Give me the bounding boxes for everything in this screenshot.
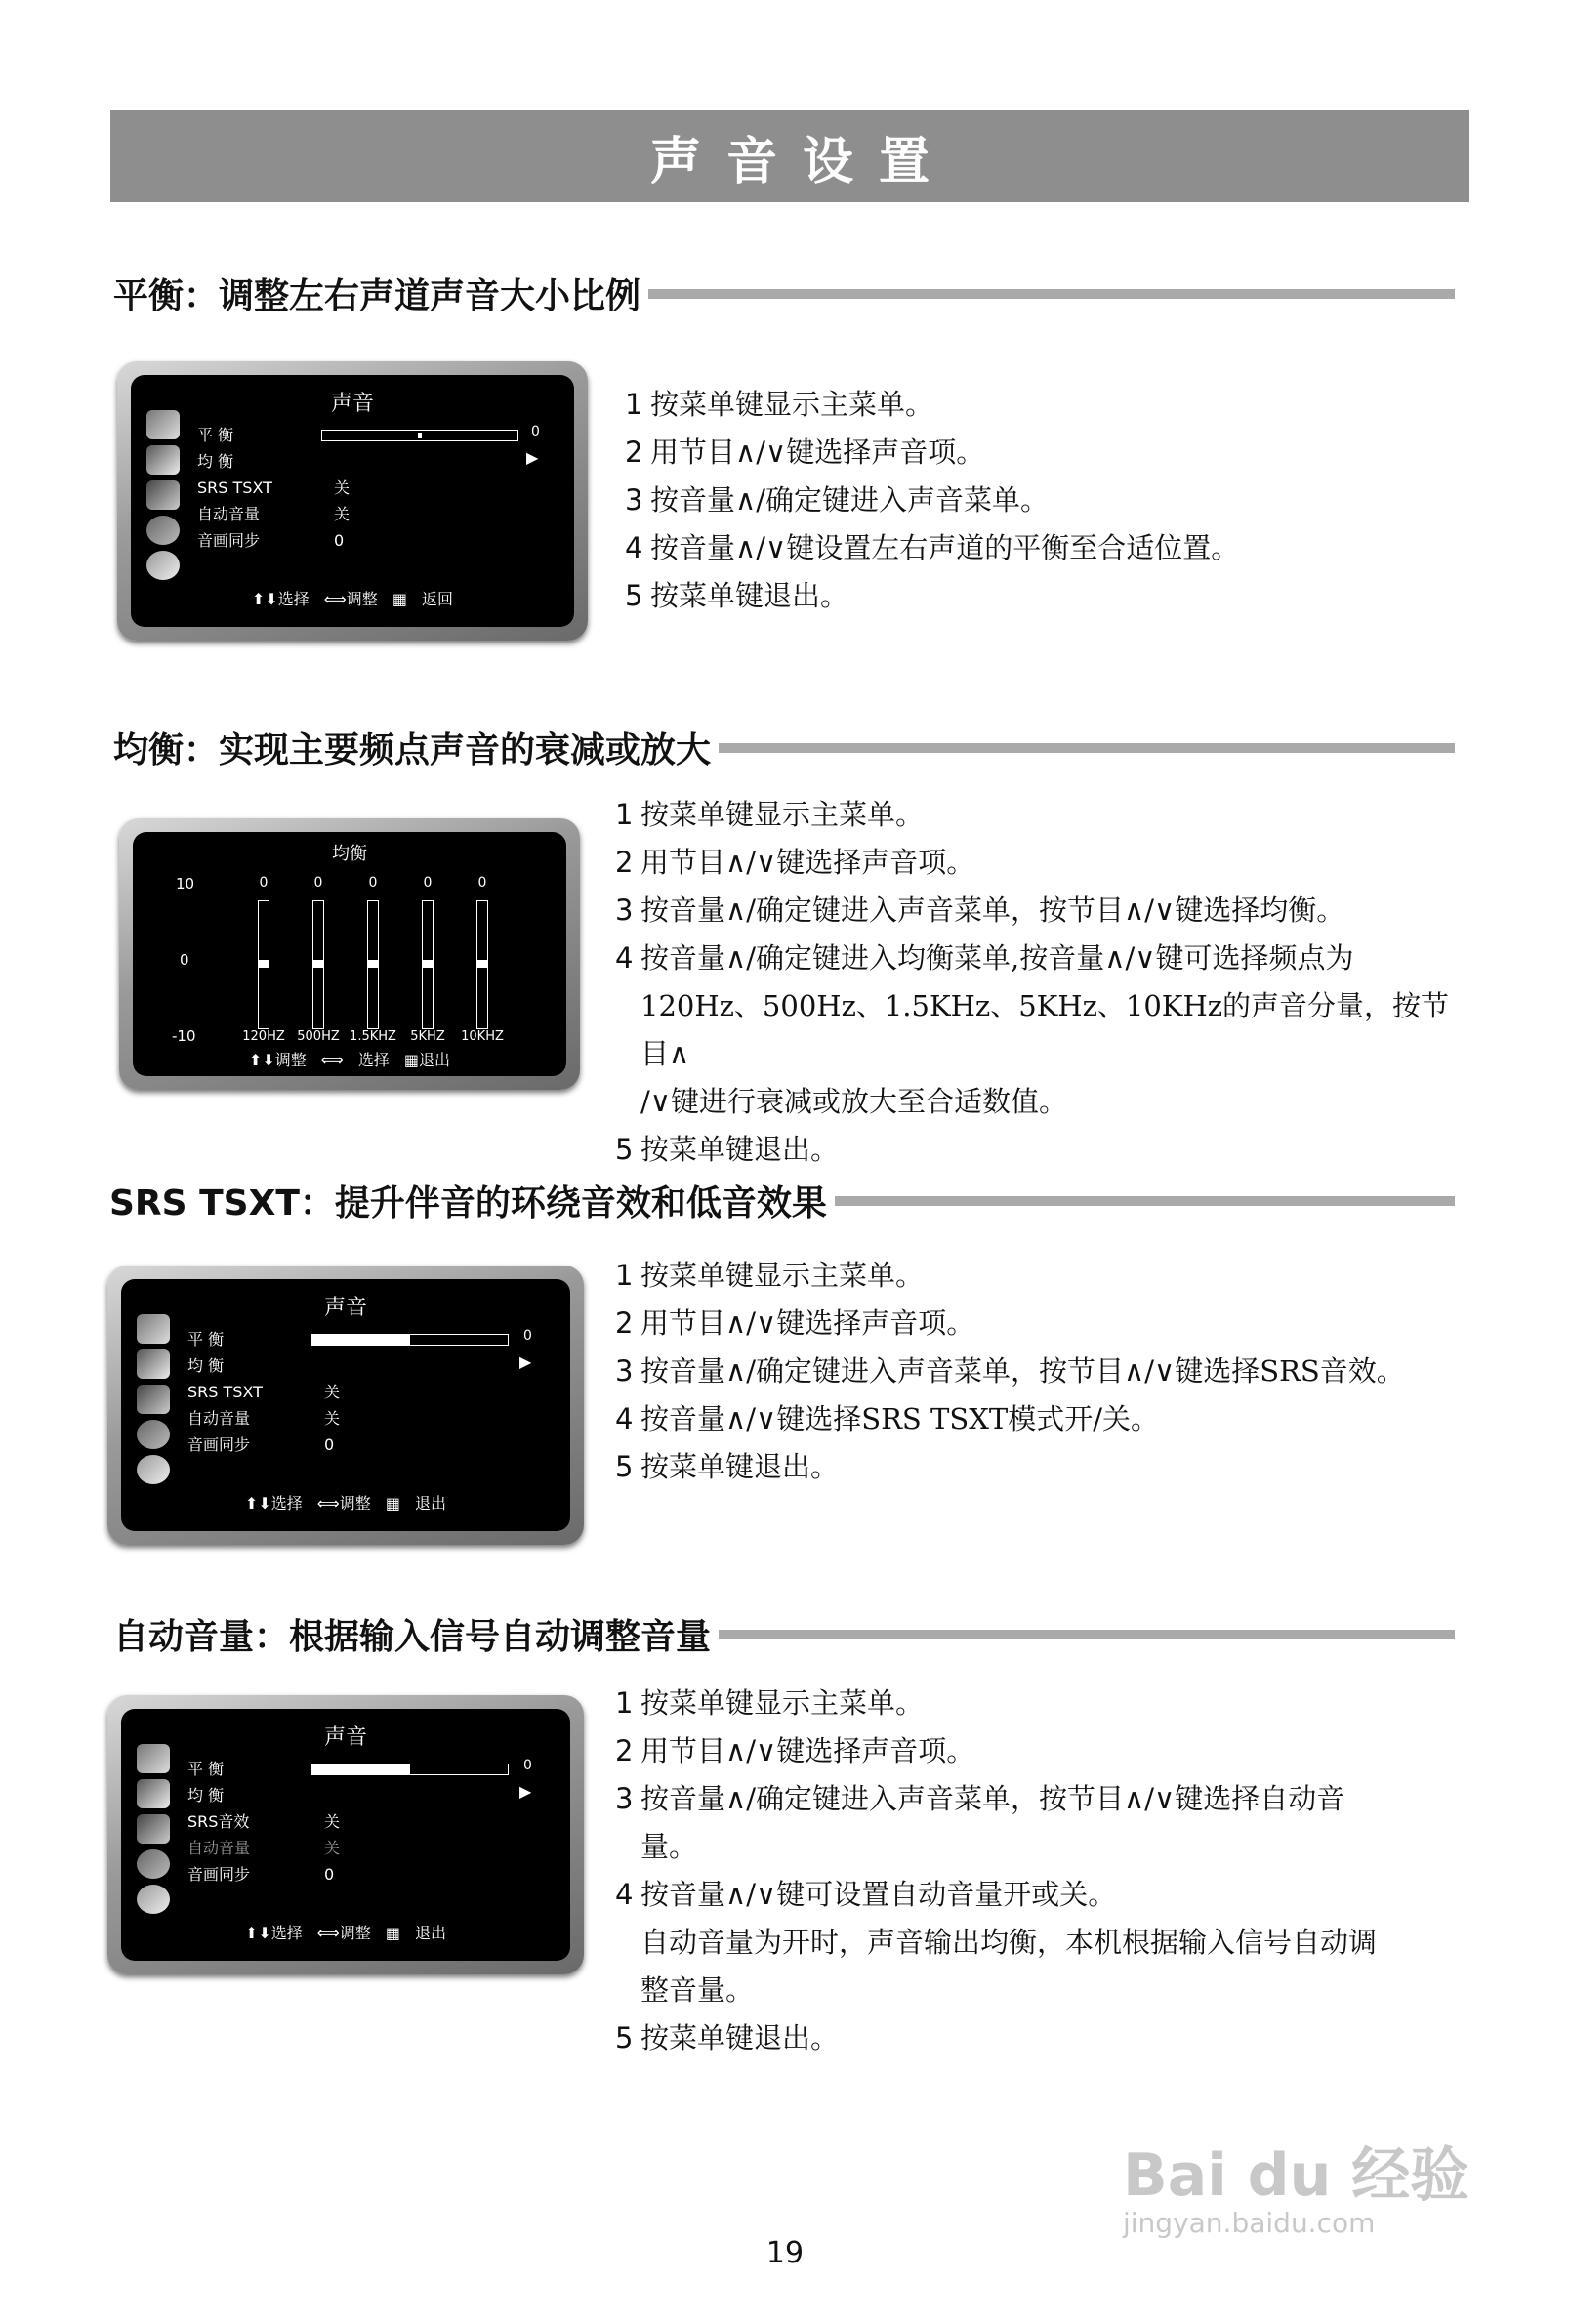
section-heading-balance: [113, 269, 1455, 318]
osd-menu-rows: [197, 422, 350, 554]
step-number: 1: [615, 1259, 634, 1292]
eq-knob: [368, 960, 378, 968]
step: [615, 1300, 1474, 1348]
step-number: 5: [615, 1450, 634, 1483]
step-number: 2: [615, 1307, 634, 1340]
speaker-icon: [137, 1349, 170, 1379]
tv-screen-srs: [107, 1266, 584, 1545]
tv-icon: [137, 1814, 170, 1844]
tv-icon: [137, 1385, 170, 1414]
section-heading-srs: [109, 1176, 1455, 1225]
menu-row-label: SRS TSXT: [187, 1383, 263, 1401]
menu-row-label: 均 衡: [187, 1356, 225, 1375]
menu-row[interactable]: [187, 1432, 340, 1458]
eq-band-label: 10KHZ: [461, 1029, 504, 1044]
arrow-right-icon: ▶: [519, 1782, 532, 1801]
menu-row-value: 0: [324, 1865, 335, 1884]
menu-row[interactable]: [187, 1405, 340, 1432]
eq-scale-top: 10: [176, 875, 195, 892]
tv-icon: [146, 480, 180, 510]
eq-band-label: 1.5KHZ: [350, 1029, 396, 1044]
step-number: 1: [615, 798, 634, 831]
section-heading-auto-volume: [113, 1609, 1455, 1659]
magnifier-icon: [146, 551, 180, 580]
page-title-bar: [110, 110, 1469, 202]
heading-text: 自动音量：根据输入信号自动调整音量: [113, 1617, 712, 1657]
menu-row-value: 关: [334, 478, 351, 497]
osd-title: 声音: [323, 1296, 367, 1320]
menu-row[interactable]: [187, 1808, 340, 1835]
eq-knob: [477, 960, 487, 968]
step-text: 用节目∧/∨键选择声音项。: [640, 1307, 975, 1340]
step-number: 3: [615, 1354, 634, 1388]
step: [625, 572, 1465, 620]
menu-row-value: 关: [324, 1812, 341, 1831]
menu-row-label: 平 衡: [187, 1760, 225, 1778]
menu-row-label: 均 衡: [187, 1786, 225, 1805]
step-number: 4: [615, 941, 634, 975]
osd-icon-column: [146, 410, 189, 586]
step-number: 5: [615, 1133, 634, 1166]
tv-screen-balance: [117, 361, 588, 641]
balance-value: 0: [523, 1328, 532, 1344]
step-text: 按菜单键退出。: [640, 1133, 840, 1166]
balance-slider[interactable]: [321, 430, 518, 441]
eq-knob: [423, 960, 433, 968]
picture-icon: [137, 1744, 170, 1773]
magnifier-icon: [137, 1885, 170, 1914]
step-number: 4: [615, 1402, 634, 1435]
menu-row-label: SRS TSXT: [197, 478, 272, 497]
step-number: 4: [615, 1878, 634, 1911]
step: [615, 887, 1474, 934]
step-text: 量。: [640, 1830, 698, 1863]
menu-row-label: 自动音量: [187, 1409, 251, 1428]
step-number: 2: [625, 436, 643, 469]
step: [615, 1775, 1474, 1823]
picture-icon: [137, 1314, 170, 1344]
step-text: 按音量∧/确定键进入均衡菜单,按音量∧/∨键可选择频点为: [640, 941, 1354, 975]
menu-row-value: 0: [334, 531, 345, 550]
heading-rule: [648, 289, 1455, 299]
step-text: 按菜单键显示主菜单。: [640, 798, 925, 831]
eq-band-label: 120HZ: [242, 1029, 285, 1044]
eq-slider[interactable]: [367, 900, 379, 1029]
speaker-icon: [146, 445, 180, 475]
watermark-main: Bai du 经验: [1123, 2141, 1469, 2210]
eq-footer: ⬆⬇调整 ⟺ 选择 ▦退出: [248, 1051, 451, 1069]
heading-rule: [835, 1196, 1455, 1206]
gear-icon: [146, 516, 180, 545]
step-text: 按菜单键退出。: [650, 579, 849, 612]
menu-row[interactable]: [197, 501, 350, 527]
menu-row-label: SRS音效: [187, 1812, 250, 1831]
picture-icon: [146, 410, 180, 439]
tv-screen-eq: [119, 818, 580, 1090]
menu-row-label: 音画同步: [197, 531, 261, 550]
step-text: 120Hz、500Hz、1.5KHz、5KHz、10KHz的声音分量，按节目∧: [640, 989, 1450, 1070]
step: [615, 1348, 1474, 1395]
speaker-icon: [137, 1779, 170, 1808]
step: [625, 524, 1465, 572]
step-number: 5: [625, 579, 643, 612]
step-text: 按音量∧/确定键进入声音菜单，按节目∧/∨键选择自动音: [640, 1782, 1345, 1815]
step: [615, 839, 1474, 887]
osd-menu: [121, 1279, 570, 1531]
step-text: 整音量。: [640, 1973, 755, 2007]
step-number: 3: [625, 483, 643, 517]
osd-footer: ⬆⬇选择 ⟺调整 ▦ 退出: [244, 1924, 447, 1942]
step: [615, 1252, 1474, 1300]
menu-row-label: 自动音量: [187, 1839, 251, 1857]
step: [615, 1680, 1474, 1727]
step-number: 3: [615, 893, 634, 927]
osd-footer: ⬆⬇选择 ⟺调整 ▦ 返回: [251, 590, 454, 608]
menu-row[interactable]: [197, 527, 350, 554]
eq-scale-bottom: -10: [172, 1027, 196, 1045]
osd-menu-rows: [187, 1326, 340, 1458]
arrow-right-icon: ▶: [519, 1352, 532, 1371]
step-continuation: [615, 1919, 1474, 1967]
menu-row[interactable]: [187, 1352, 340, 1379]
step-number: 4: [625, 531, 643, 564]
heading-text: SRS TSXT：提升伴音的环绕音效和低音效果: [109, 1183, 827, 1224]
page-title: 声音设置: [649, 132, 955, 191]
step-number: 1: [615, 1686, 634, 1720]
menu-row[interactable]: [197, 475, 350, 501]
eq-band[interactable]: [453, 875, 512, 1044]
menu-row-value: 关: [324, 1383, 341, 1401]
tv-screen-auto-volume: [107, 1695, 584, 1974]
eq-band-value: 0: [313, 875, 323, 891]
step: [625, 429, 1465, 477]
osd-menu: [121, 1709, 570, 1961]
balance-fill: [312, 1764, 410, 1774]
step: [615, 791, 1474, 839]
eq-slider[interactable]: [476, 900, 488, 1029]
eq-panel: [133, 832, 566, 1076]
menu-row-value: 0: [324, 1435, 335, 1454]
heading-rule: [719, 1630, 1455, 1639]
menu-row-value: 关: [334, 505, 351, 523]
menu-row[interactable]: [197, 448, 350, 475]
steps-auto-volume: [615, 1680, 1474, 2062]
menu-row-label: 自动音量: [197, 505, 261, 523]
step-continuation: [615, 982, 1474, 1078]
balance-value: 0: [531, 424, 540, 439]
step-text: 按音量∧/∨键可设置自动音量开或关。: [640, 1878, 1117, 1911]
eq-band-label: 5KHZ: [410, 1029, 445, 1044]
step-number: 5: [615, 2021, 634, 2054]
balance-slider[interactable]: [311, 1764, 509, 1775]
step: [625, 477, 1465, 524]
step-text: 按音量∧/∨键设置左右声道的平衡至合适位置。: [650, 531, 1240, 564]
step: [615, 1871, 1474, 1919]
step-number: 2: [615, 846, 634, 879]
menu-row-selected[interactable]: [187, 1835, 340, 1861]
heading-text: 平衡：调整左右声道声音大小比例: [113, 276, 641, 316]
osd-menu-rows: [187, 1756, 340, 1888]
arrow-right-icon: ▶: [526, 448, 539, 467]
heading-text: 均衡：实现主要频点声音的衰减或放大: [113, 730, 712, 770]
balance-knob: [418, 433, 422, 438]
step: [615, 1443, 1474, 1491]
menu-row-label: 音画同步: [187, 1865, 251, 1884]
step-number: 2: [615, 1734, 634, 1767]
section-heading-eq: [113, 723, 1455, 772]
step: [615, 1727, 1474, 1775]
steps-eq: [615, 791, 1474, 1174]
step-text: 用节目∧/∨键选择声音项。: [650, 436, 985, 469]
osd-title: 声音: [323, 1725, 367, 1750]
step-text: 自动音量为开时，声音输出均衡，本机根据输入信号自动调: [640, 1926, 1378, 1959]
steps-balance: [625, 381, 1465, 620]
step-text: 按音量∧/确定键进入声音菜单，按节目∧/∨键选择均衡。: [640, 893, 1345, 927]
eq-band[interactable]: [344, 875, 402, 1044]
eq-band[interactable]: [234, 875, 293, 1044]
step-continuation: [615, 1078, 1474, 1126]
eq-title: 均衡: [332, 844, 367, 864]
menu-row[interactable]: [187, 1861, 340, 1888]
osd-footer: ⬆⬇选择 ⟺调整 ▦ 退出: [244, 1494, 447, 1513]
step: [615, 1395, 1474, 1443]
balance-value: 0: [523, 1758, 532, 1773]
page-number: 19: [765, 2236, 805, 2270]
menu-row-label: 平 衡: [187, 1330, 225, 1349]
step-text: 按音量∧/∨键选择SRS TSXT模式开/关。: [640, 1402, 1159, 1435]
eq-knob: [259, 960, 269, 968]
step: [625, 381, 1465, 429]
magnifier-icon: [137, 1455, 170, 1484]
step-number: 3: [615, 1782, 634, 1815]
steps-srs: [615, 1252, 1474, 1491]
step-number: 1: [625, 388, 643, 421]
step-text: 按菜单键退出。: [640, 1450, 840, 1483]
osd-title: 声音: [330, 392, 374, 416]
step-text: 按菜单键显示主菜单。: [640, 1259, 925, 1292]
eq-band-value: 0: [477, 875, 487, 891]
step-text: /∨键进行衰减或放大至合适数值。: [640, 1085, 1067, 1118]
menu-row-label: 均 衡: [197, 452, 234, 471]
watermark-logo: [1123, 2129, 1468, 2239]
eq-slider[interactable]: [422, 900, 434, 1029]
step-continuation: [615, 1823, 1474, 1871]
step-text: 按菜单键退出。: [640, 2021, 840, 2054]
step-text: 用节目∧/∨键选择声音项。: [640, 846, 975, 879]
step-text: 按菜单键显示主菜单。: [640, 1686, 925, 1720]
osd-icon-column: [137, 1744, 180, 1920]
osd-icon-column: [137, 1314, 180, 1490]
eq-band[interactable]: [289, 875, 348, 1044]
eq-band-label: 500HZ: [297, 1029, 340, 1044]
eq-band-value: 0: [368, 875, 378, 891]
menu-row[interactable]: [187, 1782, 340, 1808]
step-continuation: [615, 1967, 1474, 2014]
menu-row[interactable]: [187, 1379, 340, 1405]
heading-rule: [719, 743, 1455, 753]
osd-menu: [131, 375, 574, 627]
menu-row-value: 关: [324, 1409, 341, 1428]
step: [615, 1126, 1474, 1174]
eq-slider[interactable]: [258, 900, 269, 1029]
menu-row-value: 关: [324, 1839, 341, 1857]
balance-fill: [312, 1335, 410, 1345]
balance-slider[interactable]: [311, 1334, 509, 1346]
step-text: 按音量∧/确定键进入声音菜单。: [650, 483, 1049, 517]
gear-icon: [137, 1420, 170, 1449]
menu-row-label: 音画同步: [187, 1435, 251, 1454]
step-text: 用节目∧/∨键选择声音项。: [640, 1734, 975, 1767]
step: [615, 934, 1474, 982]
eq-slider[interactable]: [312, 900, 324, 1029]
menu-row-label: 平 衡: [197, 426, 234, 444]
step-text: 按菜单键显示主菜单。: [650, 388, 934, 421]
eq-knob: [313, 960, 323, 968]
gear-icon: [137, 1849, 170, 1879]
step: [615, 2014, 1474, 2062]
watermark-url: jingyan.baidu.com: [1123, 2207, 1376, 2239]
eq-band[interactable]: [398, 875, 457, 1044]
eq-band-value: 0: [423, 875, 433, 891]
eq-band-value: 0: [259, 875, 269, 891]
eq-scale-mid: 0: [180, 951, 189, 969]
step-text: 按音量∧/确定键进入声音菜单，按节目∧/∨键选择SRS音效。: [640, 1354, 1405, 1388]
